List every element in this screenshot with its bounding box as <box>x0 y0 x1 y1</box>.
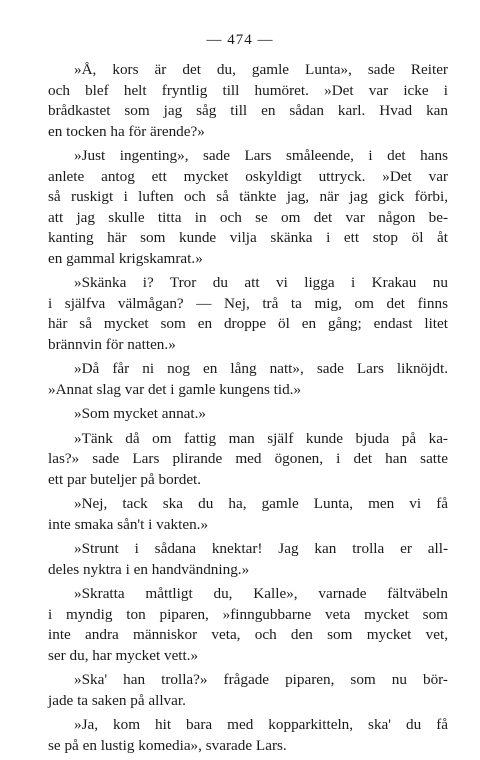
text-line: »Skratta måttligt du, Kalle», varnade fältväbeln <box>74 585 448 602</box>
text-line: en gammal krigskamrat.» <box>48 249 203 267</box>
text-line: »Skänka i? Tror du att vi ligga i Krakau nu <box>74 274 448 291</box>
paragraph <box>48 494 448 535</box>
paragraph <box>48 60 448 142</box>
paragraph <box>48 146 448 269</box>
text-line: »Som mycket annat.» <box>74 405 207 422</box>
page-number: — 474 — <box>206 32 274 48</box>
text-line: ser du, har mycket vett.» <box>48 646 199 664</box>
text-line: deles nyktra i en handvändning.» <box>48 560 250 578</box>
text-line: »Å, kors är det du, gamle Lunta», sade Reiter <box>74 61 448 78</box>
text-line: »Då får ni nog en lång natt», sade Lars liknöjdt. <box>74 360 448 377</box>
text-line: anlete antog ett mycket oskyldigt uttryck. »Det var <box>48 167 448 185</box>
paragraph <box>48 715 448 756</box>
text-line: jade ta saken på allvar. <box>48 691 186 709</box>
text-line: »Ja, kom hit bara med kopparkitteln, ska' du få <box>74 716 448 733</box>
text-line: »Nej, tack ska du ha, gamle Lunta, men vi få <box>74 495 448 512</box>
text-line: »Ska' han trolla?» frågade piparen, som nu bör- <box>74 671 448 688</box>
text-line: »Annat slag var det i gamle kungens tid.» <box>48 380 302 398</box>
text-line: i myndig ton piparen, »finngubbarne veta mycket som <box>48 605 448 623</box>
text-line: här så mycket som en droppe öl en gång; endast litet <box>48 315 448 332</box>
body-text <box>48 60 448 756</box>
text-line: brännvin för natten.» <box>48 335 176 353</box>
text-line: brådkastet som jag såg till en sådan karl. Hvad kan <box>48 102 448 119</box>
text-line: »Tänk då om fattig man själf kunde bjuda på ka- <box>74 429 448 447</box>
text-line: »Strunt i sådana knektar! Jag kan trolla er all- <box>74 540 448 557</box>
paragraph <box>48 670 448 711</box>
text-line: så ruskigt i luften och så tänkte jag, när jag gick förbi, <box>48 188 448 205</box>
paragraph <box>48 584 448 666</box>
text-line: inte andra människor veta, och den som mycket vet, <box>48 626 448 643</box>
text-line: ett par buteljer på bordet. <box>48 470 202 488</box>
paragraph <box>48 429 448 491</box>
text-line: en tocken ha för ärende?» <box>48 122 205 140</box>
text-line: se på en lustig komedia», svarade Lars. <box>48 736 287 754</box>
text-line: inte smaka sån't i vakten.» <box>48 515 209 533</box>
paragraph <box>48 404 448 425</box>
paragraph <box>48 273 448 355</box>
text-line: och blef helt fryntlig till humöret. »Det var icke i <box>48 81 448 99</box>
text-line: las?» sade Lars plirande med ögonen, i det han satte <box>48 450 448 467</box>
paragraph <box>48 539 448 580</box>
paragraph <box>48 359 448 400</box>
text-line: att jag skulle titta in och se om det var någon be- <box>48 208 448 226</box>
text-line: kanting här som kunde vilja skänka i ett stop öl åt <box>48 229 448 246</box>
text-line: i själfva välmågan? — Nej, trå ta mig, om det finns <box>48 294 448 312</box>
text-line: »Just ingenting», sade Lars småleende, i det hans <box>74 147 448 164</box>
